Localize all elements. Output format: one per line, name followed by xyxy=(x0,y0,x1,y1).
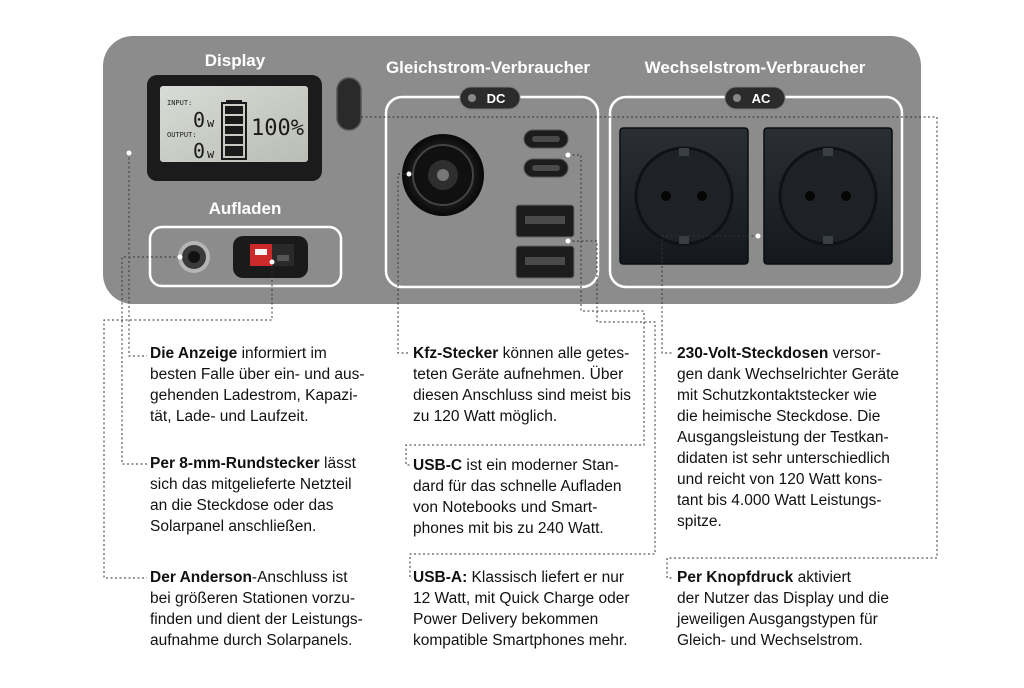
lcd-output-value: 0 xyxy=(193,139,206,163)
lcd-input-value: 0 xyxy=(193,108,206,132)
ac-switch[interactable] xyxy=(725,87,785,109)
dc-section-title: Gleichstrom-Verbraucher xyxy=(385,58,591,77)
ac-label: AC xyxy=(751,91,771,106)
caption-anderson: Der Anderson-Anschluss ist bei größeren Stationen vorzu- finden und dient der Leistungs- aufnahme durch Solarpanels. xyxy=(150,569,363,649)
lcd-input-unit: w xyxy=(207,116,215,130)
lcd-output-label: OUTPUT: xyxy=(167,131,197,139)
battery-icon xyxy=(222,100,246,159)
caption-car-socket: Kfz-Stecker können alle getes- teten Geräte aufnehmen. Über diesen Anschluss sind meist bis zu 120 Watt möglich. xyxy=(413,345,631,425)
anderson-connector[interactable] xyxy=(233,236,308,278)
caption-round-connector: Per 8-mm-Rundstecker lässt sich das mitgelieferte Netzteil an die Steckdose oder das Solarpanel anschließen. xyxy=(150,455,356,535)
caption-usb-a: USB-A: Klassisch liefert er nur 12 Watt, mit Quick Charge oder Power Delivery bekommen kompatible Smartphones mehr. xyxy=(413,569,630,649)
caption-ac-sockets: 230-Volt-Steckdosen versor- gen dank Wechselrichter Geräte mit Schutzkontaktstecker wie die heimische Steckdose. Die Ausgangsleistung der Testkan- didaten ist sehr unterschiedlich und reicht von 120 Watt kons- tant bis 4.000 Watt Leistungs- spitze. xyxy=(677,345,899,530)
car-socket[interactable] xyxy=(402,134,484,216)
lcd-battery-percent: 100% xyxy=(251,116,304,141)
round-8mm-connector[interactable] xyxy=(178,241,210,273)
ac-section-title: Wechselstrom-Verbraucher xyxy=(644,58,866,77)
ac-socket-left[interactable] xyxy=(620,128,748,264)
lcd-display xyxy=(147,75,322,181)
lcd-input-label: INPUT: xyxy=(167,99,193,107)
caption-push-button: Per Knopfdruck aktiviert der Nutzer das Display und die jeweiligen Ausgangstypen für Gleich- und Wechselstrom. xyxy=(677,569,889,649)
display-section-title: Display xyxy=(204,51,266,70)
ac-socket-right[interactable] xyxy=(764,128,892,264)
lcd-output-unit: w xyxy=(207,147,215,161)
charging-section-title: Aufladen xyxy=(208,199,282,218)
caption-usb-c: USB-C ist ein moderner Stan- dard für das schnelle Aufladen von Notebooks und Smart- phones mit bis zu 240 Watt. xyxy=(413,457,622,537)
power-button[interactable] xyxy=(337,78,361,130)
dc-switch[interactable] xyxy=(460,87,520,109)
caption-display: Die Anzeige informiert im besten Falle über ein- und aus- gehenden Ladestrom, Kapazi- tät, Lade- und Laufzeit. xyxy=(150,345,365,425)
dc-label: DC xyxy=(486,91,506,106)
